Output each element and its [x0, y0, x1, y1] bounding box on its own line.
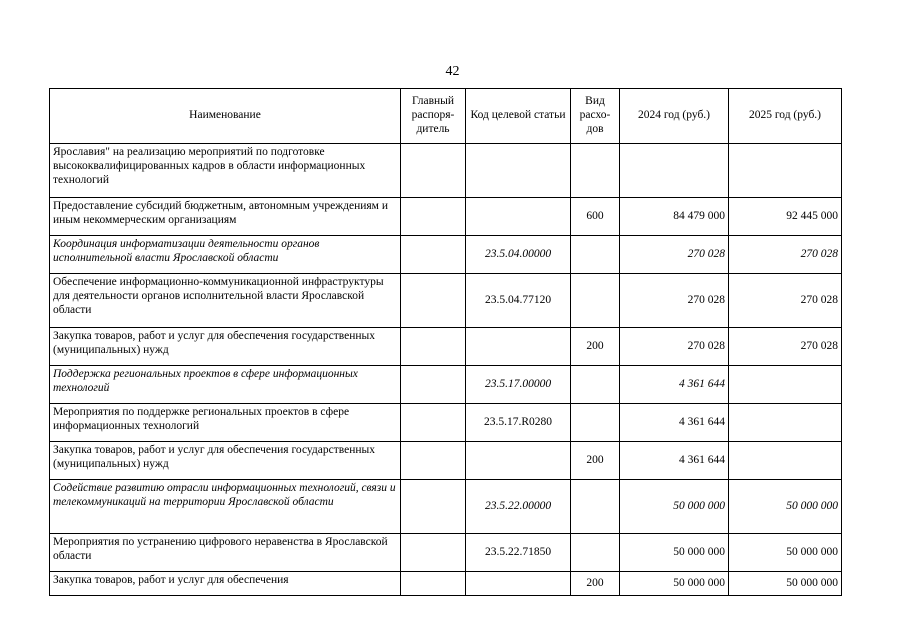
- row-name: Координация информатизации деятельности органов исполнительной власти Ярославской области: [50, 236, 401, 274]
- row-code: 23.5.22.71850: [466, 534, 571, 572]
- row-2024: 84 479 000: [620, 198, 729, 236]
- row-type: 200: [571, 442, 620, 480]
- row-admin: [401, 236, 466, 274]
- row-type: [571, 480, 620, 534]
- row-admin: [401, 480, 466, 534]
- row-admin: [401, 366, 466, 404]
- row-admin: [401, 404, 466, 442]
- row-2024: 50 000 000: [620, 480, 729, 534]
- row-name: Закупка товаров, работ и услуг для обеспечения государственных (муниципальных) нужд: [50, 442, 401, 480]
- row-2025: [729, 404, 842, 442]
- table-row: [50, 366, 842, 404]
- table-row: [50, 404, 842, 442]
- row-type: 600: [571, 198, 620, 236]
- row-admin: [401, 534, 466, 572]
- row-name: Предоставление субсидий бюджетным, автономным учреждениям и иным некоммерческим организациям: [50, 198, 401, 236]
- row-name: Мероприятия по поддержке региональных проектов в сфере информационных технологий: [50, 404, 401, 442]
- page-number: 42: [445, 64, 460, 79]
- row-admin: [401, 198, 466, 236]
- row-name: Мероприятия по устранению цифрового неравенства в Ярославской области: [50, 534, 401, 572]
- header-type: Вид расхо-дов: [571, 89, 620, 144]
- row-name: Поддержка региональных проектов в сфере информационных технологий: [50, 366, 401, 404]
- row-admin: [401, 328, 466, 366]
- table-row: [50, 144, 842, 198]
- row-2025: 270 028: [729, 274, 842, 328]
- row-2024: 4 361 644: [620, 404, 729, 442]
- row-2024: 270 028: [620, 236, 729, 274]
- row-2024: 270 028: [620, 274, 729, 328]
- row-type: [571, 236, 620, 274]
- row-2025: [729, 442, 842, 480]
- row-2024: 4 361 644: [620, 442, 729, 480]
- row-code: [466, 328, 571, 366]
- row-type: 200: [571, 328, 620, 366]
- row-2024: 270 028: [620, 328, 729, 366]
- row-code: 23.5.04.77120: [466, 274, 571, 328]
- row-name: Ярославия" на реализацию мероприятий по подготовке высококвалифицированных кадров в области информационных технологий: [50, 144, 401, 198]
- table-row: [50, 534, 842, 572]
- row-2025: 50 000 000: [729, 534, 842, 572]
- header-admin: Главный распоря-дитель: [401, 89, 466, 144]
- row-2025: [729, 366, 842, 404]
- table-row: [50, 442, 842, 480]
- table-row: [50, 236, 842, 274]
- row-2025: 270 028: [729, 328, 842, 366]
- row-type: [571, 274, 620, 328]
- header-2025: 2025 год (руб.): [729, 89, 842, 144]
- row-admin: [401, 442, 466, 480]
- budget-table: [49, 88, 842, 596]
- row-2024: 50 000 000: [620, 572, 729, 596]
- row-2024: 4 361 644: [620, 366, 729, 404]
- table-row: [50, 198, 842, 236]
- row-name: Содействие развитию отрасли информационных технологий, связи и телекоммуникаций на территории Ярославской области: [50, 480, 401, 534]
- row-code: 23.5.04.00000: [466, 236, 571, 274]
- row-admin: [401, 144, 466, 198]
- row-2025: 50 000 000: [729, 572, 842, 596]
- row-2025: [729, 144, 842, 198]
- row-code: 23.5.17.00000: [466, 366, 571, 404]
- row-2025: 270 028: [729, 236, 842, 274]
- row-type: [571, 144, 620, 198]
- header-2024: 2024 год (руб.): [620, 89, 729, 144]
- table-row: [50, 480, 842, 534]
- row-code: [466, 572, 571, 596]
- row-name: Обеспечение информационно-коммуникационной инфраструктуры для деятельности органов исполнительной власти Ярославской области: [50, 274, 401, 328]
- row-code: [466, 144, 571, 198]
- row-code: 23.5.22.00000: [466, 480, 571, 534]
- table-row: [50, 328, 842, 366]
- row-name: Закупка товаров, работ и услуг для обеспечения государственных (муниципальных) нужд: [50, 328, 401, 366]
- row-2025: 92 445 000: [729, 198, 842, 236]
- row-type: [571, 404, 620, 442]
- row-admin: [401, 274, 466, 328]
- row-code: 23.5.17.R0280: [466, 404, 571, 442]
- header-code: Код целевой статьи: [466, 89, 571, 144]
- row-code: [466, 442, 571, 480]
- row-type: [571, 534, 620, 572]
- row-type: 200: [571, 572, 620, 596]
- row-code: [466, 198, 571, 236]
- row-type: [571, 366, 620, 404]
- row-2024: [620, 144, 729, 198]
- row-name: Закупка товаров, работ и услуг для обеспечения: [50, 572, 401, 596]
- header-name: Наименование: [50, 89, 401, 144]
- table-row: [50, 274, 842, 328]
- row-admin: [401, 572, 466, 596]
- row-2025: 50 000 000: [729, 480, 842, 534]
- table-row: [50, 572, 842, 596]
- table-header-row: [50, 89, 842, 144]
- row-2024: 50 000 000: [620, 534, 729, 572]
